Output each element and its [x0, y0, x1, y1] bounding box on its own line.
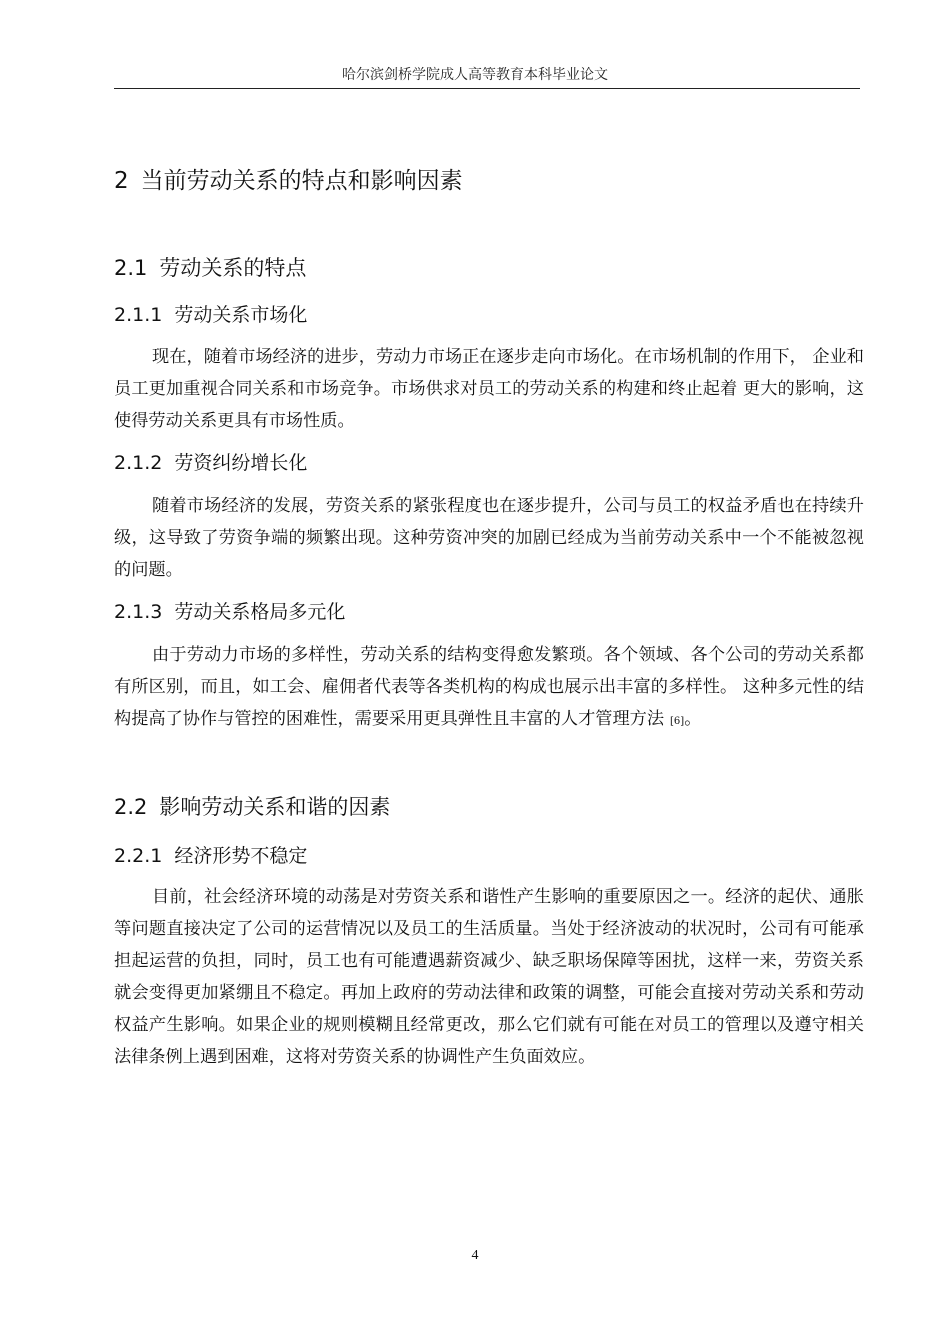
section-number: 2.1	[114, 256, 148, 280]
chapter-heading	[114, 162, 463, 195]
subsection-heading-2-1-1	[114, 300, 307, 327]
header-rule	[114, 88, 860, 89]
section-number: 2.2	[114, 795, 148, 819]
paragraph-2-2-1: 目前，社会经济环境的动荡是对劳资关系和谐性产生影响的重要原因之一。经济的起伏、通胀等问题直接决定了公司的运营情况以及员工的生活质量。当处于经济波动的状况时，公司有可能承担起运营的负担，同时，员工也有可能遭遇薪资减少、缺乏职场保障等困扰，这样一来，劳资关系就会变得更加紧绷且不稳定。再加上政府的劳动法律和政策的调整，可能会直接对劳动关系和劳动权益产生影响。如果企业的规则模糊且经常更改，那么它们就有可能在对员工的管理以及遵守相关法律条例上遇到困难，这将对劳资关系的协调性产生负面效应。	[114, 887, 864, 1067]
subsection-number: 2.1.2	[114, 452, 163, 474]
paragraph-end: 。	[684, 709, 702, 729]
paragraph-2-1-2: 随着市场经济的发展，劳资关系的紧张程度也在逐步提升，公司与员工的权益矛盾也在持续升级，这导致了劳资争端的频繁出现。这种劳资冲突的加剧已经成为当前劳动关系中一个不能被忽视的问题。	[114, 496, 864, 580]
subsection-heading-2-2-1	[114, 841, 307, 868]
paragraph-2-1-1: 现在，随着市场经济的进步，劳动力市场正在逐步走向市场化。在市场机制的作用下， 企业和员工更加重视合同关系和市场竞争。市场供求对员工的劳动关系的构建和终止起着 更大的影响，这使得劳动关系更具有市场性质。	[114, 347, 864, 431]
running-header: 哈尔滨剑桥学院成人高等教育本科毕业论文	[342, 67, 608, 83]
paragraph-text: 由于劳动力市场的多样性，劳动关系的结构变得愈发繁琐。各个领域、各个公司的劳动关系都有所区别，而且，如工会、雇佣者代表等各类机构的构成也展示出丰富的多样性。 这种多元性的结构提高了协作与管控的困难性，需要采用更具弹性且丰富的人才管理方法	[114, 645, 864, 729]
subsection-heading-2-1-2	[114, 448, 307, 475]
subsection-title: 劳动关系格局多元化	[174, 601, 346, 623]
section-heading-2-2	[114, 791, 390, 821]
section-heading-2-1	[114, 252, 306, 282]
subsection-title: 劳动关系市场化	[174, 304, 308, 326]
subsection-number: 2.1.1	[114, 304, 163, 326]
paragraph-2-1-3	[114, 639, 864, 738]
subsection-number: 2.2.1	[114, 845, 163, 867]
subsection-title: 劳资纠纷增长化	[174, 452, 308, 474]
chapter-title: 当前劳动关系的特点和影响因素	[140, 168, 463, 194]
subsection-heading-2-1-3	[114, 597, 345, 624]
subsection-number: 2.1.3	[114, 601, 163, 623]
subsection-title: 经济形势不稳定	[174, 845, 308, 867]
page-number: 4	[471, 1248, 479, 1263]
section-title: 影响劳动关系和谐的因素	[159, 795, 391, 819]
citation-6: [6]	[670, 716, 685, 727]
chapter-number: 2	[114, 168, 129, 194]
section-title: 劳动关系的特点	[159, 256, 307, 280]
